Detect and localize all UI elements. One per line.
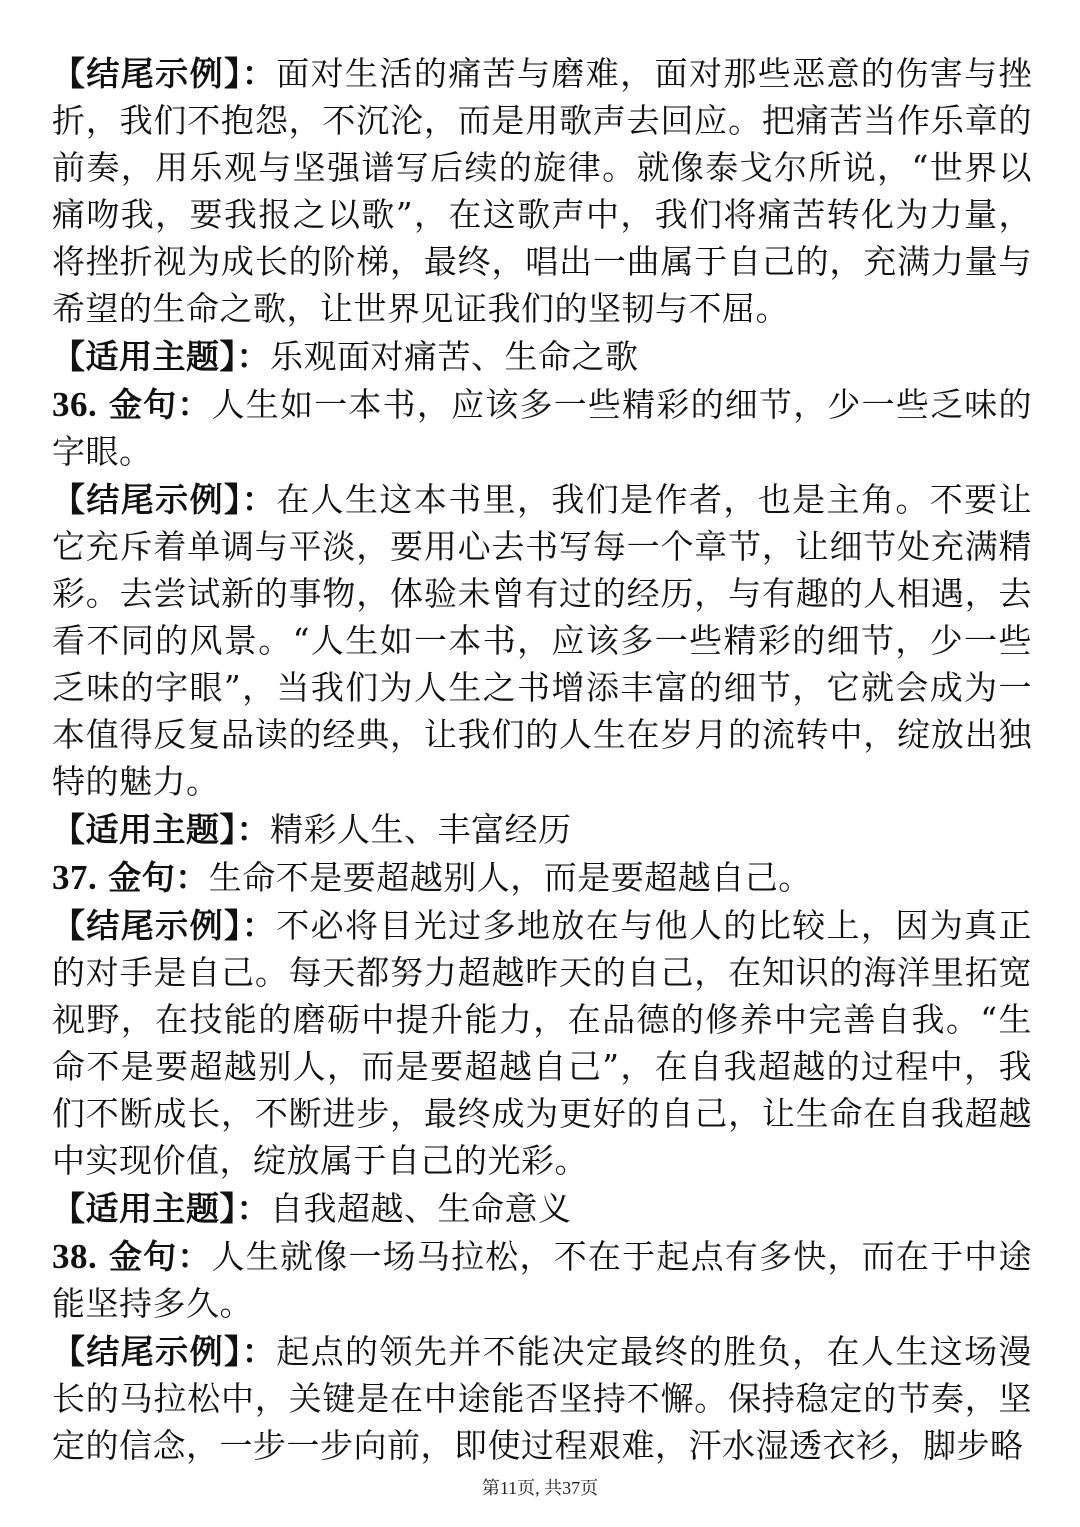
ending-example-label: 【结尾示例】： [52, 906, 277, 945]
ending-example-label: 【结尾示例】： [52, 480, 277, 519]
ending-example-label: 【结尾示例】： [52, 1332, 277, 1371]
sentence-number: 38. [52, 1237, 98, 1276]
ending-example-36 [52, 476, 1032, 805]
sentence-number: 37. [52, 858, 98, 897]
ending-example-text: 面对生活的痛苦与磨难，面对那些恶意的伤害与挫折，我们不抱怨，不沉沦，而是用歌声去回应。把痛苦当作乐章的前奏，用乐观与坚强谱写后续的旋律。就像泰戈尔所说，“世界以痛吻我，要我报之以歌”，在这歌声中，我们将痛苦转化为力量，将挫折视为成长的阶梯，最终，唱出一曲属于自己的，充满力量与希望的生命之歌，让世界见证我们的坚韧与不屈。 [52, 54, 1032, 328]
ending-example-label: 【结尾示例】： [52, 54, 277, 93]
intro-theme-paragraph [52, 333, 1032, 380]
page-footer: 第11页, 共37页 [481, 1478, 599, 1498]
ending-example-37 [52, 902, 1032, 1184]
golden-sentence-label: 金句： [108, 858, 209, 897]
ending-example-text: 在人生这本书里，我们是作者，也是主角。不要让它充斥着单调与平淡，要用心去书写每一个章节，让细节处充满精彩。去尝试新的事物，体验未曾有过的经历，与有趣的人相遇，去看不同的风景。“人生如一本书，应该多一些精彩的细节，少一些乏味的字眼”，当我们为人生之书增添丰富的细节，它就会成为一本值得反复品读的经典，让我们的人生在岁月的流转中，绽放出独特的魅力。 [52, 480, 1032, 801]
golden-sentence-label: 金句： [108, 385, 212, 424]
golden-sentence-37 [52, 854, 1032, 901]
sentence-number: 36. [52, 385, 98, 424]
golden-sentence-text: 生命不是要超越别人，而是要超越自己。 [208, 858, 812, 897]
golden-sentence-label: 金句： [108, 1237, 212, 1276]
ending-example-text: 起点的领先并不能决定最终的胜负，在人生这场漫长的马拉松中，关键是在中途能否坚持不懈。保持稳定的节奏，坚定的信念，一步一步向前，即使过程艰难，汗水湿透衣衫，脚步略 [52, 1332, 1032, 1465]
applicable-theme-label: 【适用主题】： [52, 337, 270, 376]
golden-sentence-text: 人生如一本书，应该多一些精彩的细节，少一些乏味的字眼。 [52, 385, 1032, 471]
golden-sentence-36 [52, 381, 1032, 475]
document-page [52, 50, 1032, 1470]
ending-example-38 [52, 1328, 1032, 1469]
ending-example-text: 不必将目光过多地放在与他人的比较上，因为真正的对手是自己。每天都努力超越昨天的自己，在知识的海洋里拓宽视野，在技能的磨砺中提升能力，在品德的修养中完善自我。“生命不是要超越别人，而是要超越自己”，在自我超越的过程中，我们不断成长，不断进步，最终成为更好的自己，让生命在自我超越中实现价值，绽放属于自己的光彩。 [52, 906, 1032, 1180]
golden-sentence-text: 人生就像一场马拉松，不在于起点有多快，而在于中途能坚持多久。 [52, 1237, 1032, 1323]
applicable-theme-label: 【适用主题】： [52, 810, 270, 849]
applicable-theme-text: 精彩人生、丰富经历 [270, 810, 572, 849]
applicable-theme-label: 【适用主题】： [52, 1189, 270, 1228]
applicable-theme-text: 自我超越、生命意义 [270, 1189, 572, 1228]
applicable-theme-37 [52, 1185, 1032, 1232]
applicable-theme-36 [52, 806, 1032, 853]
golden-sentence-38 [52, 1233, 1032, 1327]
intro-ending-paragraph [52, 50, 1032, 332]
applicable-theme-text: 乐观面对痛苦、生命之歌 [270, 337, 639, 376]
